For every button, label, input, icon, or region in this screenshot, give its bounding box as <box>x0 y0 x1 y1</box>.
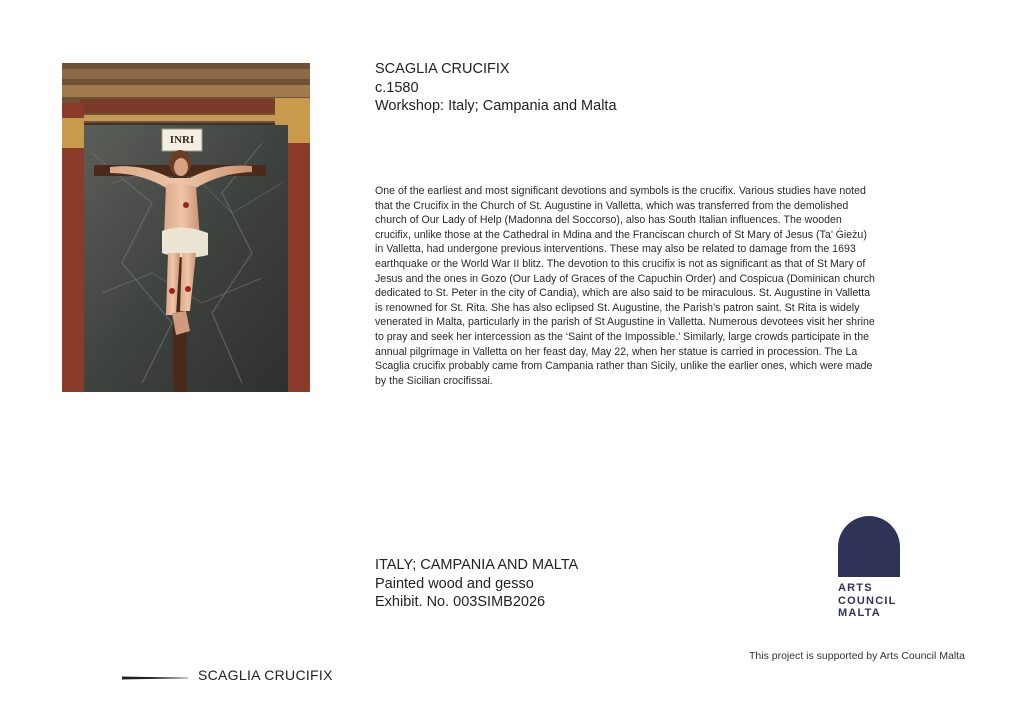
artwork-origin: ITALY; CAMPANIA AND MALTA <box>375 557 579 573</box>
artwork-description: One of the earliest and most significant devotions and symbols is the crucifix. Various studies have noted that the Crucifix in the Church of St. Augustine in Valletta, which was transferred from the demolished church of Our Lady of Help (Madonna del Soccorso), also has South Italian influences. The wooden crucifix, unlike those at the Cathedral in Mdina and the Franciscan church of St Mary of Jesus (Ta’ Ġieżu) in Valletta, had undergone previous interventions. These may also be related to damage from the 1693 earthquake or the World War II blitz. The devotion to this crucifix is not as significant as that of St Mary of Jesus and the ones in Gozo (Our Lady of Graces of the Capuchin Order) and Cospicua (Dominican church dedicated to St. Peter in the city of Candia), which are also said to be miraculous. St. Augustine in Valletta is renowned for St. Rita. She has also eclipsed St. Augustine, the Parish’s patron saint. St Rita is widely venerated in Malta, particularly in the parish of St Augustine in Valletta. Numerous devotees visit her shrine to pray and seek her intercession as the ‘Saint of the Impossible.’ Similarly, large crowds participate in the annual pilgrimage in Valletta on her feast day, May 22, when her statue is carried in procession. The La Scaglia crucifix probably came from Campania rather than Sicily, unlike the earlier ones, which were made by the Sicilian crocifissai. <box>375 185 875 387</box>
artwork-header <box>375 60 935 116</box>
logo-text <box>838 582 897 620</box>
logo-arch-icon <box>838 516 900 577</box>
logo-line-council: COUNCIL <box>838 594 897 607</box>
inri-plaque-text: INRI <box>169 134 195 146</box>
artwork-date: c.1580 <box>375 79 419 96</box>
artwork-workshop: Workshop: Italy; Campania and Malta <box>375 98 617 114</box>
artwork-title: SCAGLIA CRUCIFIX <box>375 61 510 77</box>
logo-line-malta: MALTA <box>838 607 881 619</box>
crucifix-photo <box>62 63 310 392</box>
title-dash-decoration <box>122 674 188 682</box>
artwork-exhibit-number: Exhibit. No. 003SIMB2026 <box>375 594 546 610</box>
logo-line-arts: ARTS <box>838 582 873 594</box>
artwork-details <box>375 556 695 612</box>
artwork-medium: Painted wood and gesso <box>375 575 534 592</box>
footer-title: SCAGLIA CRUCIFIX <box>198 667 333 683</box>
support-credit: This project is supported by Arts Council Malta <box>749 650 965 662</box>
arts-council-malta-logo <box>836 516 956 626</box>
